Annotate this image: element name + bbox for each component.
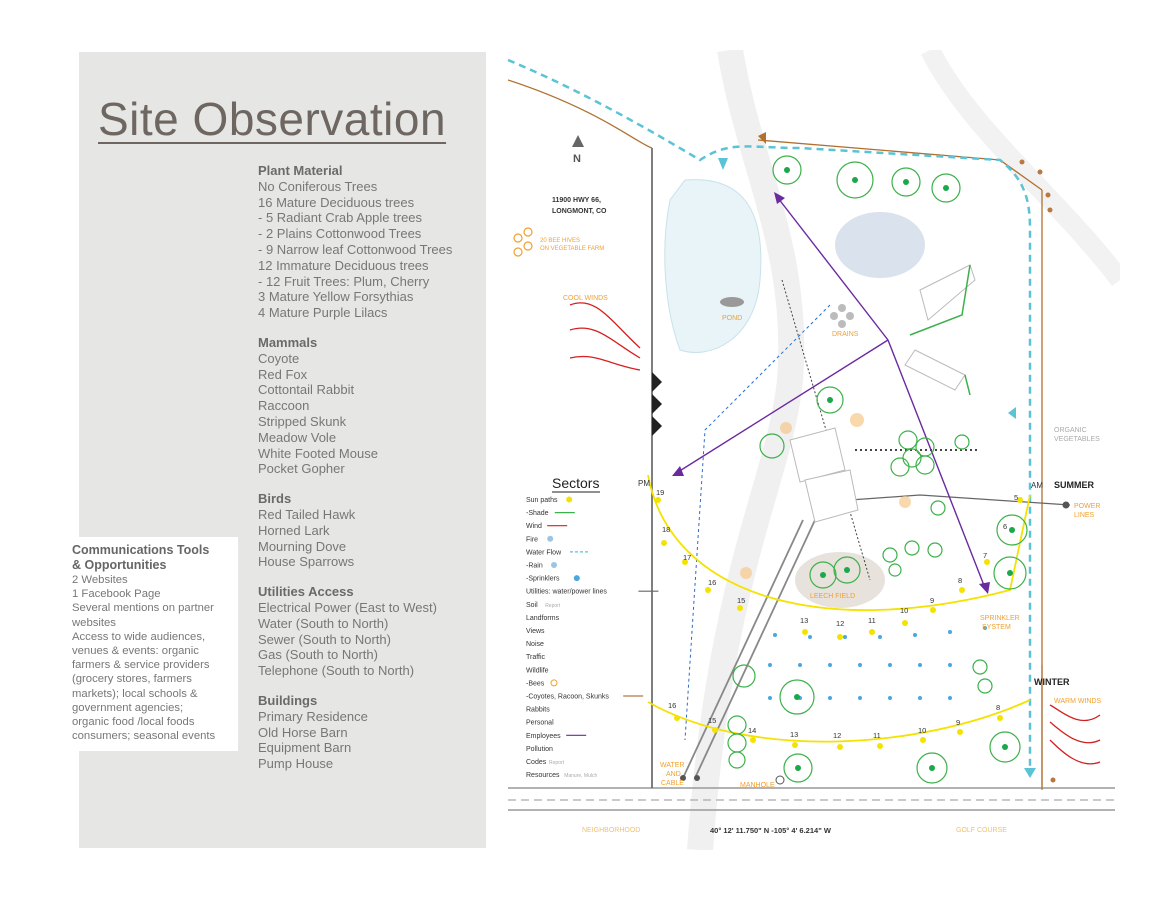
wildlife-paw-icons <box>1020 160 1056 783</box>
legend-swatch <box>551 562 557 568</box>
section-item: White Footed Mouse <box>258 445 378 461</box>
summer-hour-label: 12 <box>836 619 845 628</box>
sectors-title: Sectors <box>552 475 600 491</box>
north-label: N <box>573 153 581 165</box>
section-item: Pump House <box>258 756 334 772</box>
communications-heading: Communications Tools <box>72 543 210 557</box>
section-item: Old Horse Barn <box>258 724 348 740</box>
fish-icon <box>720 297 744 307</box>
legend-item: Utilities: water/power lines <box>526 588 607 596</box>
employees-arrow-3 <box>979 582 990 594</box>
cool-winds-label: COOL WINDS <box>563 295 608 302</box>
leech-field-label: LEECH FIELD <box>810 593 856 600</box>
winter-hour-label: 8 <box>996 703 1001 712</box>
communications-line: venues & events: organic <box>72 645 199 658</box>
section-heading: Buildings <box>258 692 318 708</box>
power-line <box>850 495 1070 505</box>
summer-hour-label: 6 <box>1003 522 1008 531</box>
summer-hour-label: 16 <box>708 578 717 587</box>
sprinklers <box>768 626 987 700</box>
communications-line: markets); local schools & <box>72 687 198 700</box>
section-item: Pocket Gopher <box>258 461 345 477</box>
section-item: - 2 Plains Cottonwood Trees <box>258 226 422 242</box>
section-item: Primary Residence <box>258 708 368 724</box>
legend-item: -Bees <box>526 680 545 688</box>
summer-hour-label: 9 <box>930 596 935 605</box>
communications-line: 2 Websites <box>72 574 128 586</box>
summer-hour-label: 10 <box>900 606 909 615</box>
coordinates-label: 40° 12' 11.750" N -105° 4' 6.214" W <box>710 826 831 835</box>
organic-label-2: VEGETABLES <box>1054 436 1100 443</box>
power-pole <box>1063 502 1070 509</box>
section-item: 16 Mature Deciduous trees <box>258 194 415 210</box>
pm-label: PM <box>638 479 650 488</box>
power-lines-label-2: LINES <box>1074 512 1095 519</box>
winter-hour-label: 10 <box>918 726 927 735</box>
section-item: No Coniferous Trees <box>258 178 378 194</box>
communications-box <box>66 537 238 751</box>
water-cable-label-3: CABLE <box>661 780 684 787</box>
winter-hour-label: 12 <box>833 731 842 740</box>
communications-line: organic food /local foods <box>72 716 195 729</box>
legend-item: -Shade <box>526 510 549 518</box>
winter-hour-label: 14 <box>748 726 757 735</box>
sprinkler-label-1: SPRINKLER <box>980 615 1020 622</box>
pond-label: POND <box>722 315 743 322</box>
section-item: Mourning Dove <box>258 538 347 554</box>
pump-house <box>920 265 975 320</box>
section-item: Raccoon <box>258 398 310 414</box>
legend-item: -Coyotes, Racoon, Skunks <box>526 693 609 701</box>
legend-item: -Sprinklers <box>526 575 560 583</box>
legend-note: Report <box>549 760 565 766</box>
legend-item: Soil <box>526 601 538 609</box>
address-line-2: LONGMONT, CO <box>552 208 607 215</box>
summer-hour-label: 17 <box>683 553 692 562</box>
communications-lines <box>72 573 238 743</box>
power-lines-label-1: POWER <box>1074 503 1101 510</box>
section-heading: Birds <box>258 491 292 507</box>
section-item: Meadow Vole <box>258 429 337 445</box>
legend-note: Report <box>545 602 561 609</box>
legend-item: Wind <box>526 523 542 531</box>
legend-item: Rabbits <box>526 706 550 714</box>
summer-hour-label: 15 <box>737 596 746 605</box>
legend-item: Resources <box>526 772 560 780</box>
winter-hour-label: 13 <box>790 730 799 739</box>
summer-label: SUMMER <box>1054 480 1094 490</box>
winter-label: WINTER <box>1034 677 1070 687</box>
cable-post-2 <box>694 775 700 781</box>
summer-hour-label: 8 <box>958 576 963 585</box>
manhole-icon <box>776 776 784 784</box>
section-item: - 5 Radiant Crab Apple trees <box>258 210 423 226</box>
legend-item: Personal <box>526 719 554 727</box>
neighborhood-label: NEIGHBORHOOD <box>582 827 641 834</box>
section-item: Telephone (South to North) <box>258 663 415 679</box>
communications-line: Access to wide audiences, <box>72 630 206 643</box>
legend-item: Noise <box>526 641 544 649</box>
section-heading: Mammals <box>258 334 318 350</box>
organic-label-1: ORGANIC <box>1054 427 1087 434</box>
equipment-barn <box>905 350 965 390</box>
drains-icon <box>830 304 854 328</box>
section-item: 3 Mature Yellow Forsythias <box>258 289 414 305</box>
communications-line: Several mentions on partner <box>72 602 214 615</box>
warm-winds-label: WARM WINDS <box>1054 698 1102 705</box>
warm-winds-arrows <box>1050 705 1100 764</box>
section-item: 4 Mature Purple Lilacs <box>258 305 388 321</box>
sprinkler-label-2: SYSTEM <box>982 624 1011 631</box>
legend-item: Water Flow <box>526 549 562 557</box>
drains-label: DRAINS <box>832 331 859 338</box>
summer-hour-label: 5 <box>1014 493 1019 502</box>
water-flow-arrow-2 <box>1024 768 1036 778</box>
section-item: 12 Immature Deciduous trees <box>258 257 429 273</box>
section-item: - 9 Narrow leaf Cottonwood Trees <box>258 241 453 257</box>
winter-hour-label: 15 <box>708 716 717 725</box>
section-item: Red Tailed Hawk <box>258 506 356 522</box>
summer-hour-label: 19 <box>656 488 665 497</box>
field-area <box>835 212 925 278</box>
north-arrow-icon <box>572 135 584 147</box>
communications-line: (grocery stores, farmers <box>72 673 192 686</box>
section-item: Equipment Barn <box>258 740 352 756</box>
golf-course-label: GOLF COURSE <box>956 827 1007 834</box>
summer-hour-label: 11 <box>868 616 876 625</box>
cool-winds-arrows <box>570 303 640 370</box>
legend-item: -Rain <box>526 562 543 570</box>
site-map <box>500 50 1120 850</box>
legend-swatch <box>551 680 557 686</box>
section-item: House Sparrows <box>258 554 355 570</box>
observation-list <box>258 163 483 772</box>
legend-item: Sun paths <box>526 497 558 504</box>
communications-line: government agencies; <box>72 701 184 714</box>
section-heading: Plant Material <box>258 163 343 178</box>
employees-arrow-2 <box>672 466 684 476</box>
legend-swatch <box>547 536 553 542</box>
winter-hour-label: 9 <box>956 718 961 727</box>
section-item: Electrical Power (East to West) <box>258 599 437 615</box>
section-item: Gas (South to North) <box>258 647 378 663</box>
pond <box>665 180 761 353</box>
legend-item: Landforms <box>526 614 560 622</box>
side-road <box>930 50 1120 280</box>
water-cable-label-2: AND <box>666 771 681 778</box>
page-title: Site Observation <box>98 93 447 145</box>
water-cable-label-1: WATER <box>660 762 685 769</box>
section-item: Stripped Skunk <box>258 413 347 429</box>
section-item: Cottontail Rabbit <box>258 382 355 398</box>
legend-swatch <box>574 575 580 581</box>
address-line-1: 11900 HWY 66, <box>552 197 601 204</box>
legend-swatch <box>566 497 572 503</box>
shade-line-2 <box>965 375 970 395</box>
section-item: Horned Lark <box>258 522 330 538</box>
communications-line: consumers; seasonal events <box>72 730 216 743</box>
section-item: Water (South to North) <box>258 615 389 631</box>
manhole-label: MANHOLE <box>740 782 775 789</box>
summer-hour-label: 18 <box>662 525 671 534</box>
winter-hour-label: 16 <box>668 701 677 710</box>
section-item: - 12 Fruit Trees: Plum, Cherry <box>258 273 430 289</box>
legend-note: Manure, Mulch <box>564 773 598 780</box>
beehives-label-2: ON VEGETABLE FARM <box>540 246 605 252</box>
legend-item: Codes <box>526 759 547 766</box>
summer-hour-label: 7 <box>983 551 988 560</box>
summer-hour-label: 13 <box>800 616 809 625</box>
legend-item: Wildlife <box>526 667 549 675</box>
winter-hour-label: 11 <box>873 731 881 740</box>
communications-heading-2: & Opportunities <box>72 558 167 572</box>
legend-item: Pollution <box>526 745 553 753</box>
communications-line: farmers & service providers <box>72 659 210 672</box>
communications-line: websites <box>72 616 116 629</box>
landform-2 <box>652 394 662 414</box>
fence-line-nw <box>508 80 652 148</box>
section-item: Sewer (South to North) <box>258 631 391 647</box>
legend-item: Views <box>526 628 545 635</box>
horse-barn <box>805 470 858 522</box>
legend-item: Employees <box>526 732 561 740</box>
communications-line: 1 Facebook Page <box>72 588 161 601</box>
am-label: AM <box>1031 481 1043 490</box>
landform-1 <box>652 372 662 392</box>
legend-item: Fire <box>526 536 539 544</box>
water-flow-arrow-3 <box>1008 407 1016 419</box>
water-flow-arrow-1 <box>718 158 728 170</box>
beehives-icon <box>514 228 532 256</box>
sectors-legend <box>526 475 658 779</box>
section-item: Coyote <box>258 350 300 366</box>
section-item: Red Fox <box>258 366 308 382</box>
beehives-label-1: 20 BEE HIVES <box>540 238 581 244</box>
legend-item: Traffic <box>526 654 546 662</box>
landform-3 <box>652 416 662 436</box>
section-heading: Utilities Access <box>258 584 354 600</box>
